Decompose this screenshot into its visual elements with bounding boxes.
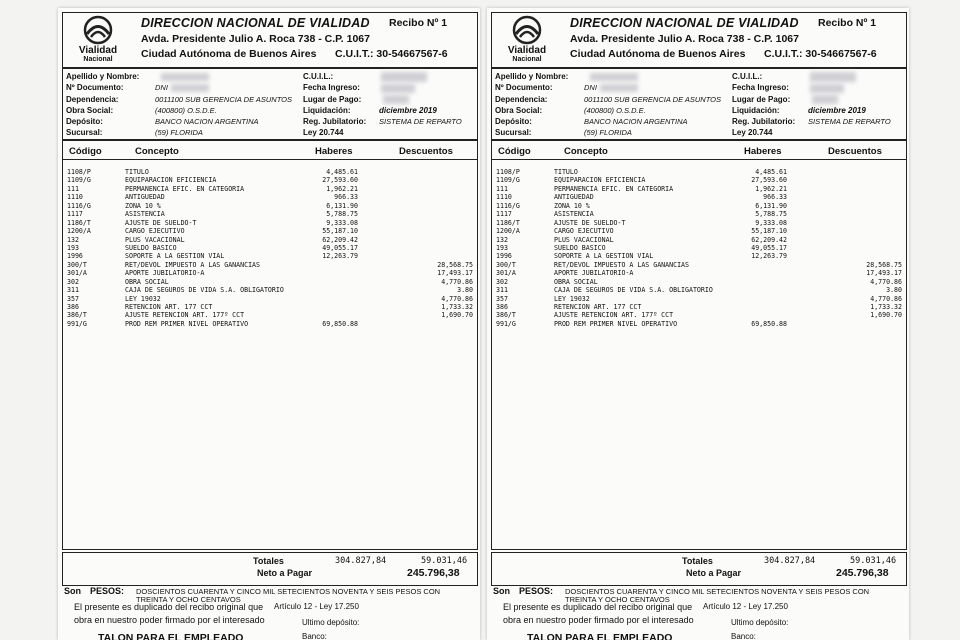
row-descuentos: 28,568.75 [866,260,902,269]
row-concept: EQUIPARACION EFICIENCIA [554,176,646,185]
row-code: 991/G [67,319,87,328]
row-concept: ANTIGUEDAD [554,193,594,202]
ley-value: Ley 20.744 [303,128,344,137]
row-haberes: 49,055.17 [751,243,787,252]
row-code: 311 [67,286,79,295]
table-row [492,252,906,260]
row-code: 311 [496,286,508,295]
row-concept: PERMANENCIA EFIC. EN CATEGORIA [554,184,674,193]
row-code: 302 [496,277,508,286]
row-descuentos: 3.80 [886,286,902,295]
table-row [63,261,477,269]
row-descuentos: 1,733.32 [870,303,902,311]
table-row [63,278,477,286]
row-code: 1186/T [67,218,91,227]
table-row [63,176,477,184]
row-concept: EQUIPARACION EFICIENCIA [125,176,217,185]
row-concept: APORTE JUBILATORIO-A [125,269,205,278]
lugar-pago-label: Lugar de Pago: [732,95,791,104]
redacted-fecha [381,84,415,93]
row-haberes: 4,485.61 [326,168,358,176]
table-row [492,219,906,227]
table-row [63,320,477,328]
table-row [63,202,477,210]
row-haberes: 966.33 [334,193,358,202]
table-row [492,295,906,303]
agency-city: Ciudad Autónoma de Buenos Aires [570,48,746,60]
table-row [492,176,906,184]
pesos-label: PESOS: [90,586,125,596]
row-haberes: 69,850.88 [751,319,787,328]
row-haberes: 5,788.75 [755,210,787,219]
table-row [492,227,906,235]
son-label: Son [493,586,510,596]
articulo-label: Artículo 12 - Ley 17.250 [274,602,359,611]
row-concept: LEY 19032 [125,294,161,303]
duplicate-note-line1: El presente es duplicado del recibo original que [74,602,264,612]
table-row [63,295,477,303]
row-concept: CAJA DE SEGUROS DE VIDA S.A. OBLIGATORIO [554,286,713,295]
col-concepto: Concepto [135,146,179,157]
agency-address: Avda. Presidente Julio A. Roca 738 - C.P. 1067 [141,33,370,45]
neto-label: Neto a Pagar [257,568,313,578]
row-concept: AJUSTE DE SUELDO-T [554,218,626,227]
amount-words-line1: DOSCIENTOS CUARENTA Y CINCO MIL SETECIENTOS NOVENTA Y SEIS PESOS CON [136,587,441,596]
agency-cuit: C.U.I.T.: 30-54667567-6 [764,48,877,60]
documento-value: DNI [155,83,168,92]
lugar-pago-label: Lugar de Pago: [303,95,362,104]
table-row [492,236,906,244]
liquidacion-value: diciembre 2019 [808,106,866,115]
duplicate-note-line2: obra en nuestro poder firmado por el interesado [74,615,265,625]
row-code: 1116/G [67,201,91,210]
col-haberes: Haberes [315,146,353,157]
redacted-lugar [812,95,838,104]
receipt-copy-left [58,8,480,640]
dependencia-label: Dependencia: [495,95,548,104]
concepts-table [62,140,478,550]
row-haberes: 49,055.17 [322,243,358,252]
row-descuentos: 3.80 [457,286,473,295]
row-code: 193 [496,243,508,252]
table-header-divider [492,159,906,160]
banco-label: Banco: [731,632,756,640]
row-haberes: 55,187.10 [751,227,787,236]
receipt-header [491,12,907,68]
documento-label: Nº Documento: [495,83,553,92]
row-concept: RET/DEVOL IMPUESTO A LAS GANANCIAS [125,260,260,269]
row-code: 386 [496,303,508,311]
receipt-number: Recibo Nº 1 [818,17,877,29]
row-haberes: 1,962.21 [326,184,358,193]
totales-label: Totales [253,556,284,566]
row-concept: PROD REM PRIMER NIVEL OPERATIVO [125,319,249,328]
redacted-document [171,84,209,92]
totals-box [62,552,478,586]
row-concept: LEY 19032 [554,294,590,303]
table-row [63,227,477,235]
employee-info [62,68,478,140]
sucursal-label: Sucursal: [66,128,103,137]
table-row [63,286,477,294]
row-code: 111 [496,184,508,193]
sucursal-value: (59) FLORIDA [584,128,632,137]
totales-label: Totales [682,556,713,566]
table-row [492,269,906,277]
row-concept: CAJA DE SEGUROS DE VIDA S.A. OBLIGATORIO [125,286,284,295]
vialidad-logo [67,15,129,65]
row-code: 300/T [496,260,516,269]
row-code: 1996 [496,252,512,261]
talon-label: TALON PARA EL EMPLEADO [527,632,673,640]
regimen-value: SISTEMA DE REPARTO [808,117,891,126]
row-code: 301/A [496,269,516,278]
vialidad-logo-icon [81,15,115,45]
redacted-document [600,84,638,92]
liquidacion-label: Liquidación: [303,106,351,115]
total-descuentos: 59.031,46 [421,556,468,566]
logo-text-vialidad: Vialidad [78,45,118,56]
redacted-name [590,73,638,81]
row-haberes: 27,593.60 [322,176,358,185]
duplicate-note-line2: obra en nuestro poder firmado por el interesado [503,615,694,625]
table-row [63,269,477,277]
row-haberes: 12,263.79 [322,252,358,261]
dependencia-value: 0011100 SUB GERENCIA DE ASUNTOS [155,95,292,104]
row-code: 991/G [496,319,516,328]
row-concept: SUELDO BASICO [554,243,606,252]
row-concept: PERMANENCIA EFIC. EN CATEGORIA [125,184,245,193]
row-concept: PROD REM PRIMER NIVEL OPERATIVO [554,319,678,328]
row-concept: ASISTENCIA [125,210,165,219]
row-descuentos: 17,493.17 [437,269,473,278]
row-code: 1117 [496,210,512,219]
row-descuentos: 1,690.70 [870,311,902,320]
logo-text-nacional: Nacional [512,56,542,63]
obra-social-value: (400800) O.S.D.E. [155,106,217,115]
liquidacion-label: Liquidación: [732,106,780,115]
row-code: 386/T [67,311,87,320]
amount-words-line1: DOSCIENTOS CUARENTA Y CINCO MIL SETECIENTOS NOVENTA Y SEIS PESOS CON [565,587,870,596]
row-code: 132 [496,235,508,244]
receipt-footer [491,598,905,640]
col-descuentos: Descuentos [828,146,882,157]
row-code: 1200/A [496,227,520,236]
row-code: 357 [496,294,508,303]
row-code: 1200/A [67,227,91,236]
row-haberes: 6,131.90 [755,201,787,210]
row-haberes: 62,209.42 [751,235,787,244]
table-row [63,193,477,201]
table-row [492,244,906,252]
dependencia-label: Dependencia: [66,95,119,104]
table-row [492,210,906,218]
table-row [63,219,477,227]
redacted-cuil [381,72,427,82]
row-concept: APORTE JUBILATORIO-A [554,269,634,278]
regimen-label: Reg. Jubilatorio: [303,117,367,126]
row-descuentos: 28,568.75 [437,260,473,269]
row-code: 386/T [496,311,516,320]
row-concept: TITULO [125,168,149,176]
row-haberes: 4,485.61 [755,168,787,176]
deposito-value: BANCO NACION ARGENTINA [584,117,688,126]
row-code: 132 [67,235,79,244]
totals-box [491,552,907,586]
row-concept: SOPORTE A LA GESTION VIAL [125,252,225,261]
table-rows [492,168,906,328]
cuil-label: C.U.I.L.: [303,72,334,81]
receipt-number: Recibo Nº 1 [389,17,448,29]
row-haberes: 69,850.88 [322,319,358,328]
row-concept: SUELDO BASICO [125,243,177,252]
agency-cuit: C.U.I.T.: 30-54667567-6 [335,48,448,60]
table-row [492,202,906,210]
table-row [492,168,906,176]
obra-social-label: Obra Social: [495,106,543,115]
duplicate-note-line1: El presente es duplicado del recibo original que [503,602,693,612]
table-row [492,320,906,328]
agency-title: DIRECCION NACIONAL DE VIALIDAD [570,16,799,30]
table-row [63,244,477,252]
row-descuentos: 4,770.86 [441,294,473,303]
row-haberes: 62,209.42 [322,235,358,244]
row-code: 1109/G [496,176,520,185]
col-descuentos: Descuentos [399,146,453,157]
employee-info [491,68,907,140]
apellido-label: Apellido y Nombre: [495,72,569,81]
table-row [63,168,477,176]
col-codigo: Código [498,146,531,157]
row-code: 1110 [496,193,512,202]
articulo-label: Artículo 12 - Ley 17.250 [703,602,788,611]
fecha-ingreso-label: Fecha Ingreso: [303,83,360,92]
row-code: 301/A [67,269,87,278]
agency-title: DIRECCION NACIONAL DE VIALIDAD [141,16,370,30]
total-haberes: 304.827,84 [764,556,816,566]
obra-social-label: Obra Social: [66,106,114,115]
row-haberes: 1,962.21 [755,184,787,193]
ley-value: Ley 20.744 [732,128,773,137]
row-descuentos: 4,770.86 [441,277,473,286]
row-haberes: 9,333.08 [326,218,358,227]
table-header-divider [63,159,477,160]
fecha-ingreso-label: Fecha Ingreso: [732,83,789,92]
row-concept: AJUSTE RETENCION ART. 177º CCT [554,311,674,320]
talon-label: TALON PARA EL EMPLEADO [98,632,244,640]
row-haberes: 5,788.75 [326,210,358,219]
apellido-label: Apellido y Nombre: [66,72,140,81]
row-concept: RETENCION ART. 177 CCT [554,303,642,311]
deposito-label: Depósito: [66,117,103,126]
row-code: 1110 [67,193,83,202]
table-rows [63,168,477,328]
receipt-copy-right [487,8,909,640]
table-row [63,236,477,244]
row-descuentos: 1,690.70 [441,311,473,320]
documento-label: Nº Documento: [66,83,124,92]
row-code: 111 [67,184,79,193]
row-concept: PLUS VACACIONAL [554,235,614,244]
ultimo-deposito-label: Ultimo depósito: [731,618,789,627]
table-row [492,185,906,193]
row-code: 1108/P [67,168,91,176]
redacted-fecha [810,84,844,93]
row-haberes: 966.33 [763,193,787,202]
row-haberes: 27,593.60 [751,176,787,185]
col-concepto: Concepto [564,146,608,157]
table-row [492,193,906,201]
deposito-value: BANCO NACION ARGENTINA [155,117,259,126]
row-concept: AJUSTE DE SUELDO-T [125,218,197,227]
row-concept: ANTIGUEDAD [125,193,165,202]
liquidacion-value: diciembre 2019 [379,106,437,115]
row-concept: PLUS VACACIONAL [125,235,185,244]
row-concept: ASISTENCIA [554,210,594,219]
pesos-label: PESOS: [519,586,554,596]
row-concept: RET/DEVOL IMPUESTO A LAS GANANCIAS [554,260,689,269]
row-code: 357 [67,294,79,303]
banco-label: Banco: [302,632,327,640]
receipt-header [62,12,478,68]
table-row [492,278,906,286]
row-descuentos: 4,770.86 [870,277,902,286]
row-code: 193 [67,243,79,252]
row-concept: SOPORTE A LA GESTION VIAL [554,252,654,261]
son-label: Son [64,586,81,596]
row-code: 1996 [67,252,83,261]
ultimo-deposito-label: Ultimo depósito: [302,618,360,627]
row-concept: CARGO EJECUTIVO [125,227,185,236]
row-code: 1109/G [67,176,91,185]
regimen-value: SISTEMA DE REPARTO [379,117,462,126]
row-code: 300/T [67,260,87,269]
total-haberes: 304.827,84 [335,556,387,566]
deposito-label: Depósito: [495,117,532,126]
row-concept: ZONA 10 % [125,201,161,210]
row-haberes: 9,333.08 [755,218,787,227]
agency-city: Ciudad Autónoma de Buenos Aires [141,48,317,60]
row-code: 1117 [67,210,83,219]
row-concept: ZONA 10 % [554,201,590,210]
row-descuentos: 17,493.17 [866,269,902,278]
table-row [63,303,477,311]
redacted-lugar [383,95,409,104]
row-code: 302 [67,277,79,286]
row-concept: AJUSTE RETENCION ART. 177º CCT [125,311,245,320]
table-row [63,210,477,218]
sucursal-label: Sucursal: [495,128,532,137]
receipt-footer [62,598,476,640]
row-concept: OBRA SOCIAL [554,277,598,286]
redacted-cuil [810,72,856,82]
row-code: 1116/G [496,201,520,210]
concepts-table [491,140,907,550]
logo-text-nacional: Nacional [83,56,113,63]
row-haberes: 12,263.79 [751,252,787,261]
sucursal-value: (59) FLORIDA [155,128,203,137]
row-code: 386 [67,303,79,311]
row-concept: CARGO EJECUTIVO [554,227,614,236]
regimen-label: Reg. Jubilatorio: [732,117,796,126]
table-row [492,261,906,269]
row-descuentos: 4,770.86 [870,294,902,303]
row-concept: OBRA SOCIAL [125,277,169,286]
agency-address: Avda. Presidente Julio A. Roca 738 - C.P. 1067 [570,33,799,45]
row-concept: RETENCION ART. 177 CCT [125,303,213,311]
col-haberes: Haberes [744,146,782,157]
amount-words-line2: TREINTA Y OCHO CENTAVOS [136,595,241,604]
vialidad-logo-icon [510,15,544,45]
neto-value: 245.796,38 [836,567,889,579]
redacted-name [161,73,209,81]
row-code: 1108/P [496,168,520,176]
neto-label: Neto a Pagar [686,568,742,578]
documento-value: DNI [584,83,597,92]
table-row [63,311,477,319]
vialidad-logo [496,15,558,65]
table-row [492,311,906,319]
table-row [63,252,477,260]
row-haberes: 55,187.10 [322,227,358,236]
dependencia-value: 0011100 SUB GERENCIA DE ASUNTOS [584,95,721,104]
logo-text-vialidad: Vialidad [507,45,547,56]
col-codigo: Código [69,146,102,157]
total-descuentos: 59.031,46 [850,556,897,566]
amount-words-line2: TREINTA Y OCHO CENTAVOS [565,595,670,604]
row-concept: TITULO [554,168,578,176]
obra-social-value: (400800) O.S.D.E. [584,106,646,115]
neto-value: 245.796,38 [407,567,460,579]
row-descuentos: 1,733.32 [441,303,473,311]
table-row [492,303,906,311]
table-row [63,185,477,193]
row-code: 1186/T [496,218,520,227]
cuil-label: C.U.I.L.: [732,72,763,81]
table-row [492,286,906,294]
row-haberes: 6,131.90 [326,201,358,210]
